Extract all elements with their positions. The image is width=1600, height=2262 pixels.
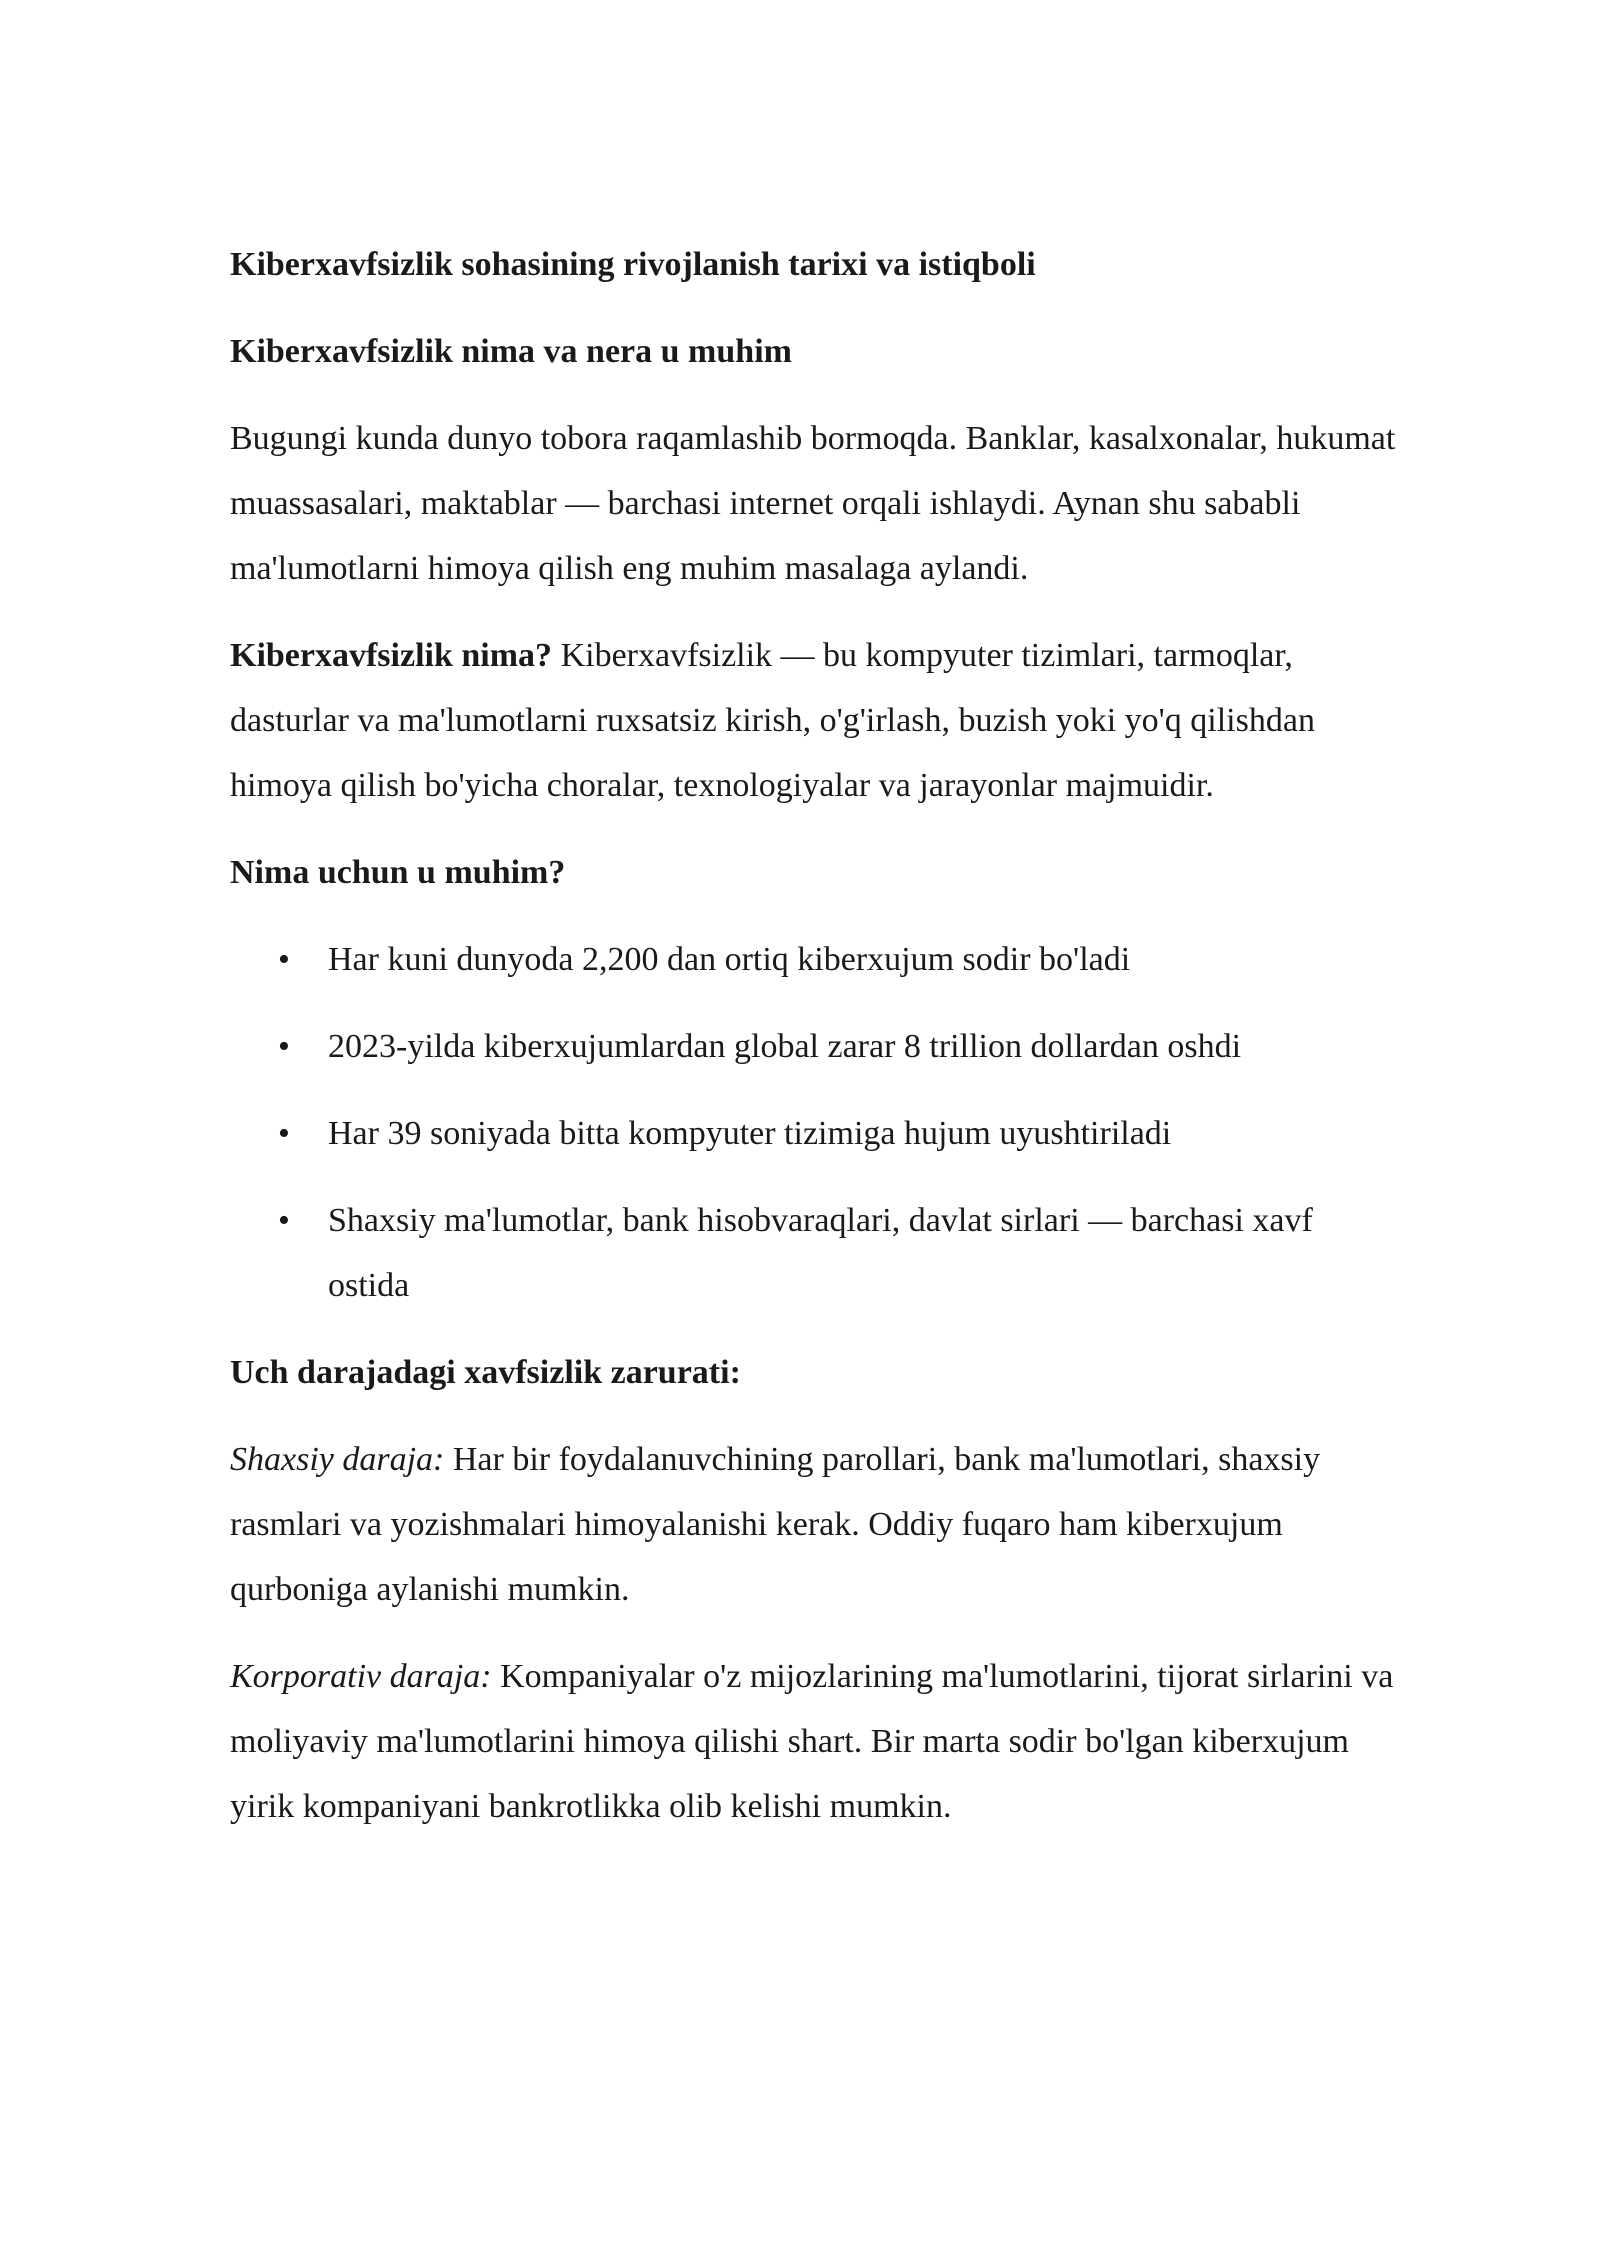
list-item-text: 2023-yilda kiberxujumlardan global zarar 8 trillion dollardan oshdi xyxy=(328,1028,1242,1065)
personal-level-label: Shaxsiy daraja: xyxy=(230,1441,445,1478)
why-heading: Nima uchun u muhim? xyxy=(230,854,566,891)
personal-level-paragraph xyxy=(230,1427,1400,1622)
document-page xyxy=(230,232,1400,1861)
definition-paragraph xyxy=(230,623,1400,818)
document-title: Kiberxavfsizlik sohasining rivojlanish tarixi va istiqboli xyxy=(230,246,1036,283)
list-item-text: Har 39 soniyada bitta kompyuter tizimiga hujum uyushtiriladi xyxy=(328,1115,1172,1152)
list-item-text: Har kuni dunyoda 2,200 dan ortiq kiberxujum sodir bo'ladi xyxy=(328,941,1131,978)
list-item xyxy=(230,927,1400,992)
definition-term: Kiberxavfsizlik nima? xyxy=(230,637,553,674)
bullet-icon: • xyxy=(278,1202,290,1239)
definition-text: Kiberxavfsizlik — bu kompyuter tizimlari, tarmoqlar, dasturlar va ma'lumotlarni ruxsatsiz kirish, o'g'irlash, buzish yoki yo'q qilishdan himoya qilish bo'yicha choralar, texnologiyalar va jarayonlar majmuidir. xyxy=(230,637,1315,804)
corporate-level-label: Korporativ daraja: xyxy=(230,1658,492,1695)
corporate-level-text: Kompaniyalar o'z mijozlarining ma'lumotlarini, tijorat sirlarini va moliyaviy ma'lumotlarini himoya qilishi shart. Bir marta sodir bo'lgan kiberxujum yirik kompaniyani bankrotlikka olib kelishi mumkin. xyxy=(230,1658,1394,1825)
intro-paragraph: Bugungi kunda dunyo tobora raqamlashib bormoqda. Banklar, kasalxonalar, hukumat muassasalari, maktablar — barchasi internet orqali ishlaydi. Aynan shu sababli ma'lumotlarni himoya qilish eng muhim masalaga aylandi. xyxy=(230,420,1396,587)
bullet-icon: • xyxy=(278,1115,290,1152)
list-item xyxy=(230,1188,1400,1318)
personal-level-text: Har bir foydalanuvchining parollari, bank ma'lumotlari, shaxsiy rasmlari va yozishmalari himoyalanishi kerak. Oddiy fuqaro ham kiberxujum qurboniga aylanishi mumkin. xyxy=(230,1441,1321,1608)
bullet-icon: • xyxy=(278,941,290,978)
section-heading: Kiberxavfsizlik nima va nera u muhim xyxy=(230,333,792,370)
corporate-level-paragraph xyxy=(230,1644,1400,1839)
list-item xyxy=(230,1101,1400,1166)
list-item xyxy=(230,1014,1400,1079)
bullet-list xyxy=(230,927,1400,1318)
list-item-text: Shaxsiy ma'lumotlar, bank hisobvaraqlari, davlat sirlari — barchasi xavf ostida xyxy=(328,1202,1313,1304)
levels-heading: Uch darajadagi xavfsizlik zarurati: xyxy=(230,1354,741,1391)
bullet-icon: • xyxy=(278,1028,290,1065)
